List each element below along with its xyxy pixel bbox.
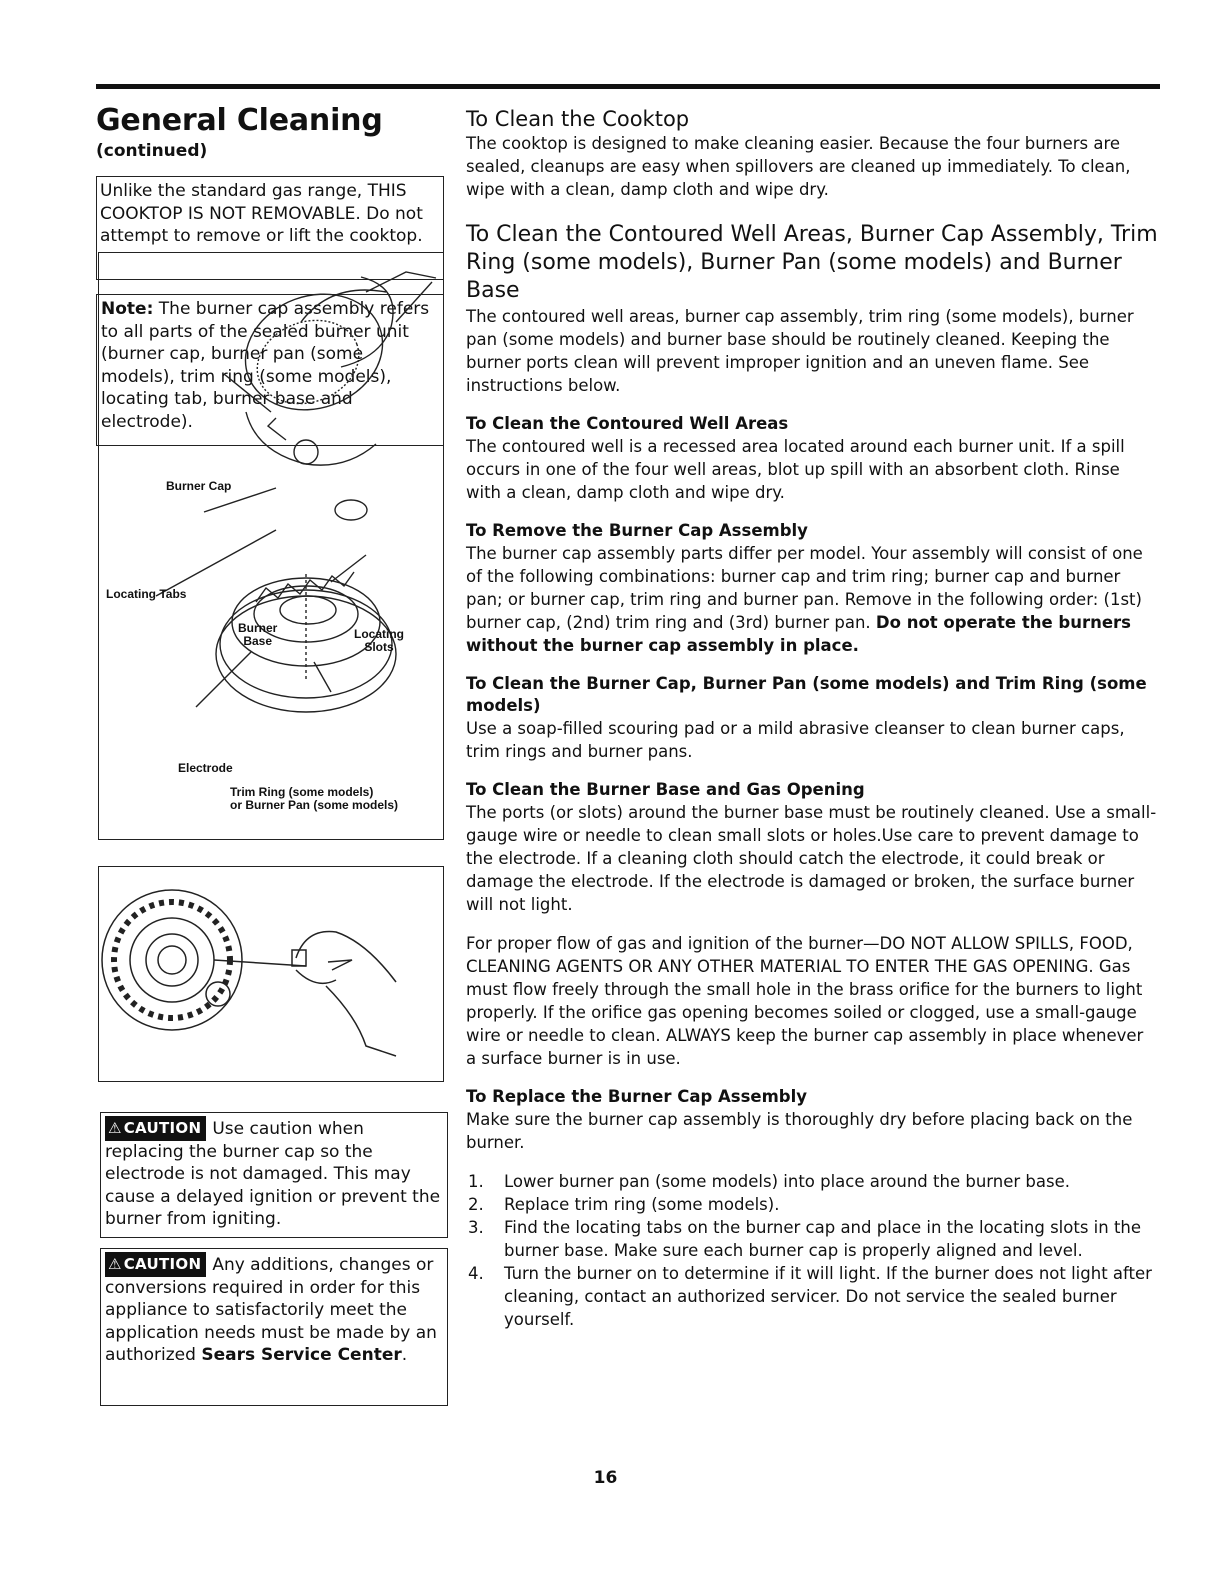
body-remove-cap xyxy=(466,542,1158,657)
step-number: 2. xyxy=(468,1195,484,1214)
label-locating-slots-line2: Slots xyxy=(364,640,394,654)
body-gas-opening: For proper flow of gas and ignition of the burner—DO NOT ALLOW SPILLS, FOOD, CLEANING AGENTS OR ANY OTHER MATERIAL TO ENTER THE GAS OPENING. Gas must flow freely through the small hole in the brass orifice for the burners to light properly. If the orifice gas opening becomes soiled or clogged, use a small-gauge wire or needle to clean. ALWAYS keep the burner cap assembly in place whenever a surface burner is in use. xyxy=(466,934,1144,1068)
heading-clean-base: To Clean the Burner Base and Gas Opening xyxy=(466,780,865,799)
body-replace-cap: Make sure the burner cap assembly is thoroughly dry before placing back on the burner. xyxy=(466,1110,1133,1152)
left-column xyxy=(96,103,448,432)
label-locating-tabs: Locating Tabs xyxy=(106,587,187,601)
heading-remove-cap: To Remove the Burner Cap Assembly xyxy=(466,521,808,540)
page-number: 16 xyxy=(593,1468,618,1488)
list-item xyxy=(466,1193,1158,1216)
body-contoured-wells: The contoured well is a recessed area located around each burner unit. If a spill occurs in one of the four well areas, blot up spill with an absorbent cloth. Rinse with a clean, damp cloth and wipe dry. xyxy=(466,437,1125,502)
label-locating-slots-line1: Locating xyxy=(354,627,404,641)
step-number: 3. xyxy=(468,1218,484,1237)
caution-box-electrode xyxy=(100,1112,448,1238)
caution-text-sears: Sears Service Center xyxy=(201,1345,402,1365)
caution-badge-label: CAUTION xyxy=(123,1255,202,1273)
heading-replace-cap: To Replace the Burner Cap Assembly xyxy=(466,1087,808,1106)
section-clean-base xyxy=(466,779,1158,1070)
heading-clean-cap: To Clean the Burner Cap, Burner Pan (some models) and Trim Ring (some models) xyxy=(466,674,1147,715)
body-clean-base: The ports (or slots) around the burner base must be routinely cleaned. Use a small-gauge wire or needle to clean small slots or holes.Use care to prevent damage to the electrode. If a cleaning cloth should catch the electrode, it could break or damage the electrode. If the electrode is damaged or broken, the surface burner will not light. xyxy=(466,803,1157,914)
warning-triangle-icon: ⚠ xyxy=(108,1119,122,1137)
caution-text-end: . xyxy=(401,1345,408,1365)
heading-contoured-wells: To Clean the Contoured Well Areas xyxy=(466,414,789,433)
burner-diagram-figure xyxy=(96,252,448,842)
list-item xyxy=(466,1216,1158,1262)
note-label: Note: xyxy=(101,299,154,319)
list-item xyxy=(466,1262,1158,1331)
heading-clean-cooktop: To Clean the Cooktop xyxy=(466,107,690,131)
body-contoured-wells-all: The contoured well areas, burner cap assembly, trim ring (some models), burner pan (some models) and burner base should be routinely cleaned. Keeping the burner ports clean will prevent improper ignition and an uneven flame. See instructions below. xyxy=(466,307,1134,395)
body-clean-cap: Use a soap-filled scouring pad or a mild abrasive cleanser to clean burner caps, trim rings and burner pans. xyxy=(466,719,1125,761)
body-remove-cap-warning: Do not operate the burners without the burner cap assembly in place. xyxy=(466,613,1132,655)
section-remove-cap xyxy=(466,520,1158,657)
replace-steps-list xyxy=(466,1170,1158,1331)
not-removable-text: Unlike the standard gas range, THIS COOKTOP IS NOT REMOVABLE. Do not attempt to remove or lift the cooktop. xyxy=(100,181,423,246)
page-title: General Cleaning xyxy=(96,103,383,138)
step-number: 1. xyxy=(468,1172,484,1191)
body-clean-cooktop: The cooktop is designed to make cleaning easier. Because the four burners are sealed, cleanups are easy when spillovers are cleaned up immediately. To clean, wipe with a clean, damp cloth and wipe dry. xyxy=(466,134,1131,199)
caution-text-electrode: Use caution when replacing the burner cap so the electrode is not damaged. This may cause a delayed ignition or prevent the burner from igniting. xyxy=(105,1119,441,1229)
step-text: Lower burner pan (some models) into place around the burner base. xyxy=(504,1172,1070,1191)
section-contoured-wells xyxy=(466,413,1158,504)
label-burner-base-line2: Base xyxy=(243,634,273,648)
burner-wire-drawing xyxy=(96,866,446,1082)
cleaning-illustration xyxy=(96,866,448,1082)
burner-assembly-drawing xyxy=(96,252,446,842)
caution-badge xyxy=(105,1116,206,1141)
step-number: 4. xyxy=(468,1264,484,1283)
list-item xyxy=(466,1170,1158,1193)
label-electrode: Electrode xyxy=(178,761,233,775)
step-text: Replace trim ring (some models). xyxy=(504,1195,780,1214)
label-burner-base-line1: Burner xyxy=(238,621,278,635)
body-remove-cap-text: The burner cap assembly parts differ per model. Your assembly will consist of one of the following combinations: burner cap and trim ring; burner cap and burner pan; or burner cap, trim ring and burner pan. Remove in the following order: (1st) burner cap, (2nd) trim ring and (3rd) burner pan. xyxy=(466,544,1143,632)
caution-badge-label: CAUTION xyxy=(123,1119,202,1137)
label-burner-base xyxy=(238,622,277,648)
warning-triangle-icon: ⚠ xyxy=(108,1255,122,1273)
section-clean-cooktop xyxy=(466,106,1158,201)
top-rule xyxy=(96,84,1160,89)
label-trim-ring xyxy=(230,786,398,812)
caution-box-conversions xyxy=(100,1248,448,1406)
label-burner-cap: Burner Cap xyxy=(166,479,232,493)
heading-contoured-wells-all: To Clean the Contoured Well Areas, Burner Cap Assembly, Trim Ring (some models), Burner Pan (some models) and Burner Base xyxy=(466,222,1158,303)
step-text: Find the locating tabs on the burner cap and place in the locating slots in the burner base. Make sure each burner cap is properly aligned and level. xyxy=(504,1218,1142,1260)
caution-text-conversions: Any additions, changes or conversions required in order for this appliance to satisfactorily meet the application needs must be made by an authorized xyxy=(105,1255,437,1365)
section-replace-cap xyxy=(466,1086,1158,1331)
label-trim-ring-line2: or Burner Pan (some models) xyxy=(230,798,399,812)
label-trim-ring-line1: Trim Ring (some models) xyxy=(230,785,374,799)
note-text: The burner cap assembly refers to all parts of the sealed burner unit (burner cap, burner pan (some models), trim ring (some models), locating tab, burner base and electrode). xyxy=(101,299,430,432)
step-text: Turn the burner on to determine if it will light. If the burner does not light after cleaning, contact an authorized servicer. Do not service the sealed burner yourself. xyxy=(504,1264,1152,1329)
section-contoured-wells-all xyxy=(466,221,1158,397)
section-clean-cap xyxy=(466,673,1158,763)
right-column xyxy=(466,106,1158,1345)
page-subtitle: (continued) xyxy=(96,141,208,161)
label-locating-slots xyxy=(354,628,404,654)
caution-badge xyxy=(105,1252,206,1277)
